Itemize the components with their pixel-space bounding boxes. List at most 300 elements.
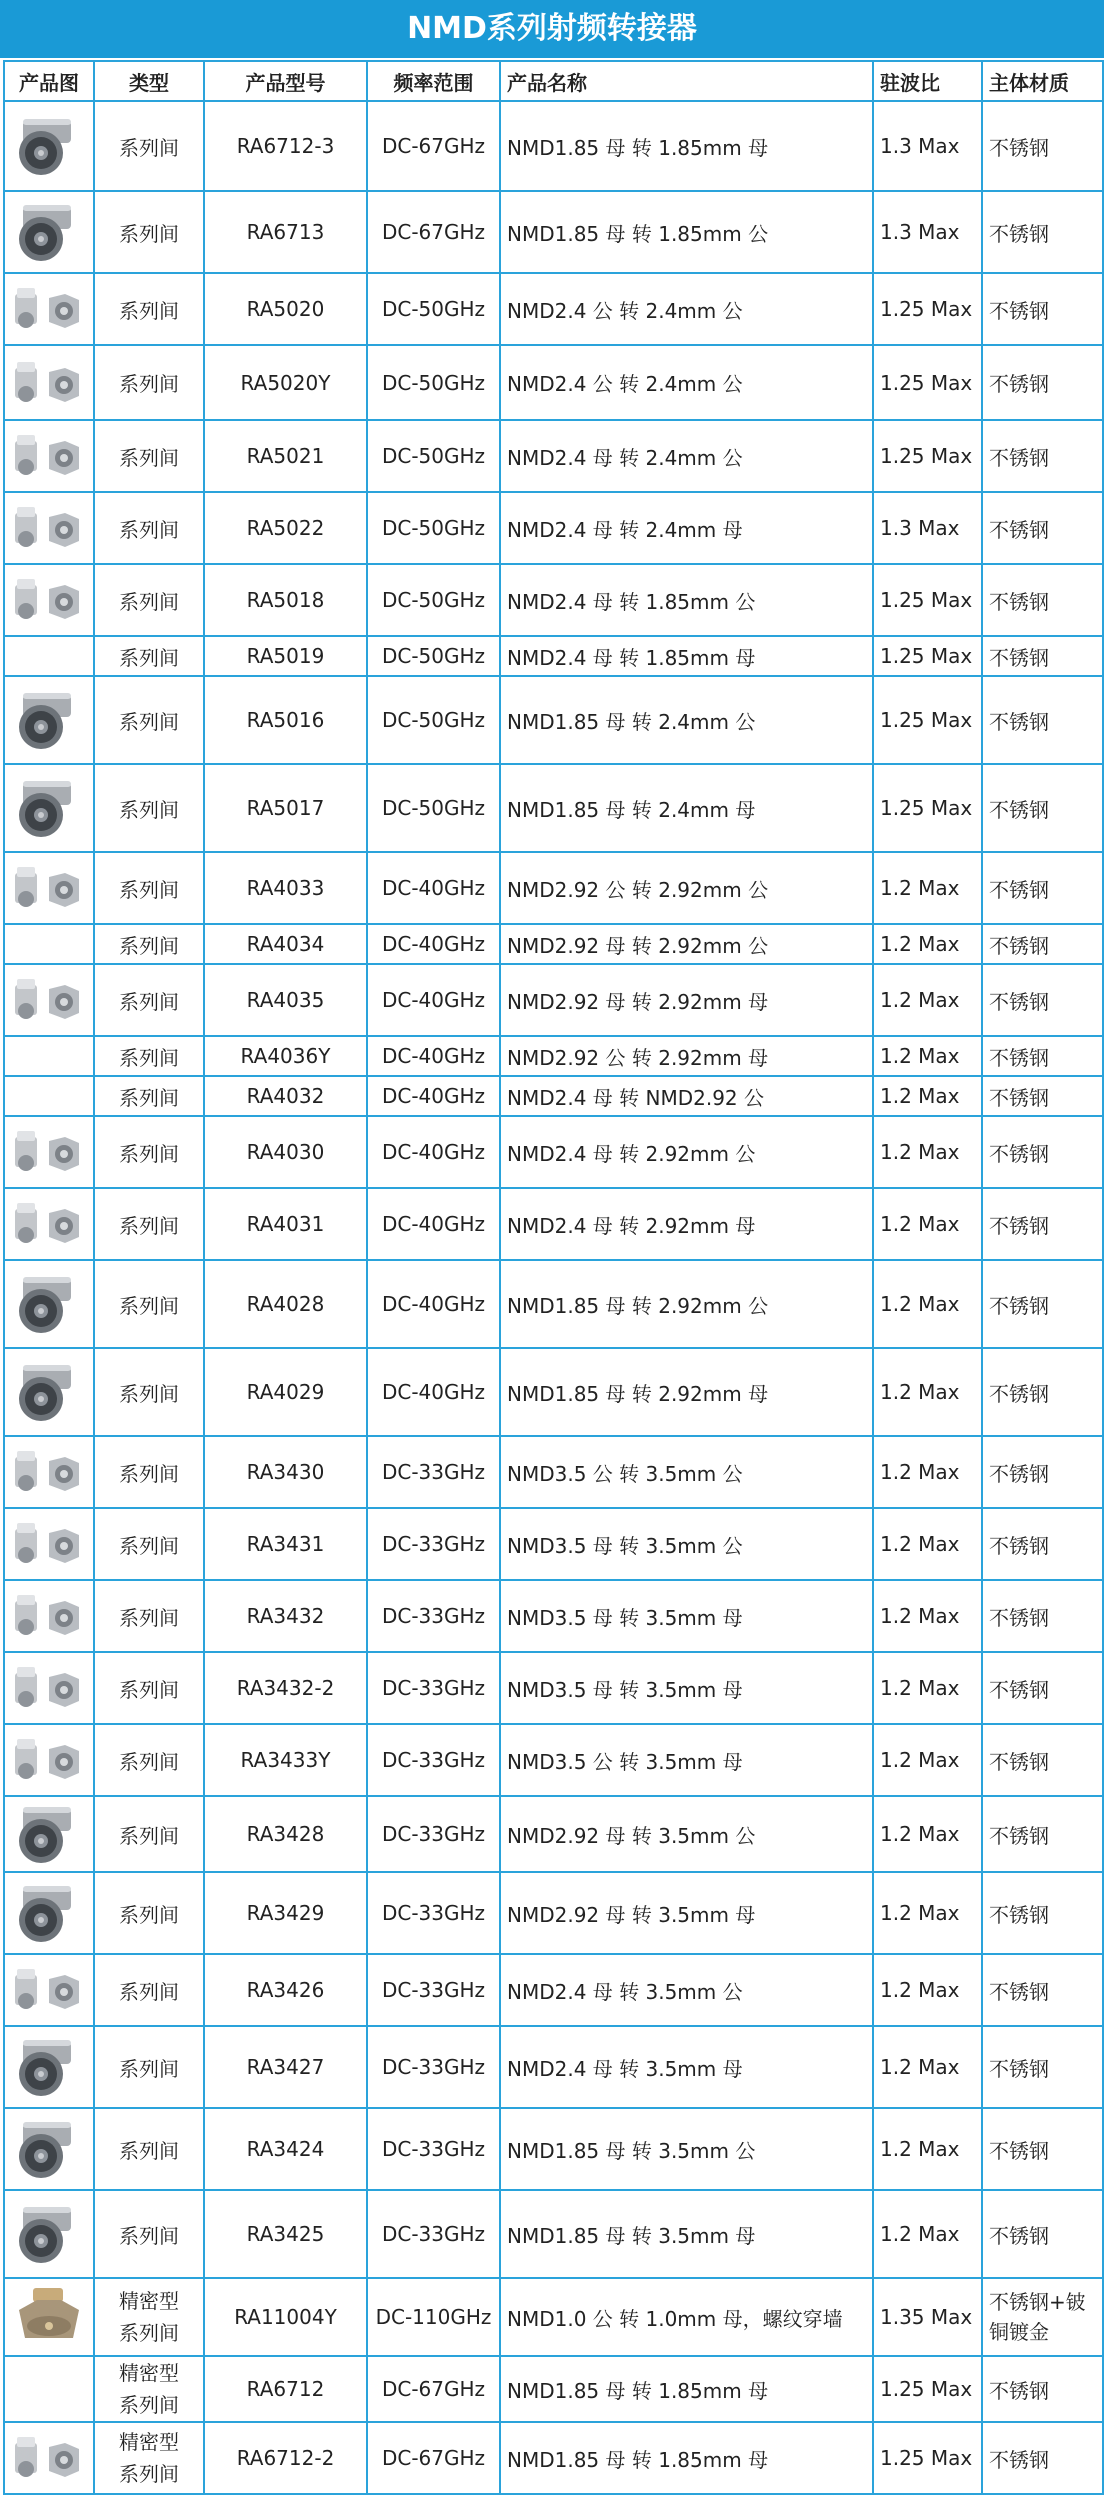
connector-photo: [9, 1955, 89, 2025]
product-image: [4, 1188, 94, 1260]
vswr-value: 1.2 Max: [873, 1652, 982, 1724]
product-name: NMD2.4 母 转 2.92mm 公: [500, 1116, 873, 1188]
product-model: RA6712-2: [204, 2422, 367, 2494]
frequency-range: DC-110GHz: [367, 2278, 500, 2356]
product-image: [4, 1116, 94, 1188]
frequency-range: DC-40GHz: [367, 964, 500, 1036]
body-material: 不锈钢: [982, 924, 1103, 964]
frequency-range: DC-50GHz: [367, 420, 500, 492]
table-row: [4, 2278, 1103, 2356]
product-image: [4, 345, 94, 420]
product-image: [4, 1796, 94, 1872]
header-material: 主体材质: [982, 61, 1103, 101]
body-material: 不锈钢: [982, 273, 1103, 345]
body-material: 不锈钢: [982, 1436, 1103, 1508]
table-row: [4, 1954, 1103, 2026]
body-material: 不锈钢: [982, 1796, 1103, 1872]
body-material: 不锈钢: [982, 852, 1103, 924]
product-name: NMD3.5 母 转 3.5mm 母: [500, 1580, 873, 1652]
product-model: RA5022: [204, 492, 367, 564]
table-row: [4, 1796, 1103, 1872]
connector-photo: [9, 2282, 89, 2352]
vswr-value: 1.2 Max: [873, 1076, 982, 1116]
frequency-range: DC-33GHz: [367, 1872, 500, 1954]
product-name: NMD1.85 母 转 1.85mm 公: [500, 191, 873, 273]
vswr-value: 1.2 Max: [873, 852, 982, 924]
vswr-value: 1.2 Max: [873, 1508, 982, 1580]
product-image: [4, 964, 94, 1036]
body-material: 不锈钢: [982, 420, 1103, 492]
product-type: 系列间: [94, 676, 204, 764]
product-model: RA5017: [204, 764, 367, 852]
frequency-range: DC-33GHz: [367, 1652, 500, 1724]
frequency-range: DC-50GHz: [367, 492, 500, 564]
frequency-range: DC-33GHz: [367, 1954, 500, 2026]
product-model: RA3424: [204, 2108, 367, 2190]
product-model: RA6712-3: [204, 101, 367, 191]
header-image: 产品图: [4, 61, 94, 101]
body-material: 不锈钢: [982, 1076, 1103, 1116]
table-row: [4, 492, 1103, 564]
product-image: [4, 924, 94, 964]
product-type: 系列间: [94, 1872, 204, 1954]
product-name: NMD2.4 母 转 1.85mm 公: [500, 564, 873, 636]
body-material: 不锈钢: [982, 1580, 1103, 1652]
product-name: NMD2.92 公 转 2.92mm 母: [500, 1036, 873, 1076]
product-model: RA11004Y: [204, 2278, 367, 2356]
connector-photo: [9, 965, 89, 1035]
header-type: 类型: [94, 61, 204, 101]
body-material: 不锈钢: [982, 191, 1103, 273]
product-model: RA3425: [204, 2190, 367, 2278]
vswr-value: 1.2 Max: [873, 1580, 982, 1652]
table-row: [4, 1188, 1103, 1260]
product-name: NMD2.4 母 转 3.5mm 母: [500, 2026, 873, 2108]
table-row: [4, 764, 1103, 852]
product-model: RA5019: [204, 636, 367, 676]
product-model: RA4035: [204, 964, 367, 1036]
product-type: 系列间: [94, 1436, 204, 1508]
product-model: RA6713: [204, 191, 367, 273]
frequency-range: DC-50GHz: [367, 676, 500, 764]
vswr-value: 1.25 Max: [873, 2356, 982, 2422]
product-type: 系列间: [94, 1508, 204, 1580]
vswr-value: 1.25 Max: [873, 273, 982, 345]
frequency-range: DC-33GHz: [367, 1796, 500, 1872]
connector-photo: [9, 853, 89, 923]
product-type: 系列间: [94, 564, 204, 636]
product-model: RA5018: [204, 564, 367, 636]
frequency-range: DC-50GHz: [367, 636, 500, 676]
product-model: RA3426: [204, 1954, 367, 2026]
connector-photo: [9, 348, 89, 418]
connector-photo: [9, 111, 89, 181]
table-row: [4, 2356, 1103, 2422]
body-material: 不锈钢: [982, 636, 1103, 676]
table-row: [4, 1436, 1103, 1508]
product-model: RA3432-2: [204, 1652, 367, 1724]
body-material: 不锈钢: [982, 492, 1103, 564]
body-material: 不锈钢+铍 铜镀金: [982, 2278, 1103, 2356]
product-model: RA4033: [204, 852, 367, 924]
vswr-value: 1.2 Max: [873, 924, 982, 964]
product-model: RA4028: [204, 1260, 367, 1348]
header-vswr: 驻波比: [873, 61, 982, 101]
table-row: [4, 191, 1103, 273]
body-material: 不锈钢: [982, 345, 1103, 420]
product-image: [4, 1076, 94, 1116]
product-name: NMD2.4 母 转 2.4mm 公: [500, 420, 873, 492]
connector-photo: [9, 1509, 89, 1579]
product-image: [4, 1260, 94, 1348]
vswr-value: 1.2 Max: [873, 1260, 982, 1348]
product-model: RA3427: [204, 2026, 367, 2108]
table-row: [4, 2108, 1103, 2190]
product-type: 系列间: [94, 191, 204, 273]
vswr-value: 1.25 Max: [873, 2422, 982, 2494]
table-row: [4, 2422, 1103, 2494]
frequency-range: DC-40GHz: [367, 852, 500, 924]
table-row: [4, 273, 1103, 345]
product-name: NMD2.4 母 转 1.85mm 母: [500, 636, 873, 676]
connector-photo: [9, 1878, 89, 1948]
connector-photo: [9, 773, 89, 843]
connector-photo: [9, 685, 89, 755]
vswr-value: 1.2 Max: [873, 1436, 982, 1508]
body-material: 不锈钢: [982, 2190, 1103, 2278]
product-image: [4, 564, 94, 636]
product-image: [4, 1436, 94, 1508]
table-row: [4, 345, 1103, 420]
product-name: NMD1.85 母 转 2.4mm 母: [500, 764, 873, 852]
product-model: RA3432: [204, 1580, 367, 1652]
body-material: 不锈钢: [982, 1036, 1103, 1076]
vswr-value: 1.35 Max: [873, 2278, 982, 2356]
product-name: NMD2.4 母 转 3.5mm 公: [500, 1954, 873, 2026]
product-type: 精密型 系列间: [94, 2422, 204, 2494]
product-name: NMD2.92 母 转 2.92mm 母: [500, 964, 873, 1036]
product-name: NMD1.85 母 转 1.85mm 母: [500, 2422, 873, 2494]
product-type: 系列间: [94, 1076, 204, 1116]
product-model: RA5016: [204, 676, 367, 764]
product-image: [4, 2422, 94, 2494]
table-row: [4, 1508, 1103, 1580]
product-name: NMD1.85 母 转 3.5mm 母: [500, 2190, 873, 2278]
product-table: [3, 60, 1104, 2495]
product-model: RA3430: [204, 1436, 367, 1508]
product-name: NMD1.85 母 转 2.4mm 公: [500, 676, 873, 764]
table-row: [4, 1116, 1103, 1188]
connector-photo: [9, 1357, 89, 1427]
frequency-range: DC-33GHz: [367, 2108, 500, 2190]
connector-photo: [9, 1725, 89, 1795]
frequency-range: DC-50GHz: [367, 764, 500, 852]
body-material: 不锈钢: [982, 2108, 1103, 2190]
product-name: NMD3.5 公 转 3.5mm 母: [500, 1724, 873, 1796]
table-row: [4, 1580, 1103, 1652]
table-row: [4, 1036, 1103, 1076]
frequency-range: DC-67GHz: [367, 2356, 500, 2422]
product-name: NMD2.4 母 转 2.4mm 母: [500, 492, 873, 564]
product-type: 系列间: [94, 852, 204, 924]
frequency-range: DC-33GHz: [367, 1508, 500, 1580]
product-name: NMD2.4 公 转 2.4mm 公: [500, 345, 873, 420]
vswr-value: 1.2 Max: [873, 2108, 982, 2190]
body-material: 不锈钢: [982, 1872, 1103, 1954]
product-type: 系列间: [94, 2026, 204, 2108]
frequency-range: DC-40GHz: [367, 924, 500, 964]
product-type: 系列间: [94, 1954, 204, 2026]
product-model: RA6712: [204, 2356, 367, 2422]
vswr-value: 1.2 Max: [873, 1796, 982, 1872]
vswr-value: 1.2 Max: [873, 2190, 982, 2278]
body-material: 不锈钢: [982, 764, 1103, 852]
table-row: [4, 852, 1103, 924]
product-type: 精密型 系列间: [94, 2278, 204, 2356]
body-material: 不锈钢: [982, 2422, 1103, 2494]
frequency-range: DC-50GHz: [367, 564, 500, 636]
product-model: RA5020: [204, 273, 367, 345]
product-image: [4, 2108, 94, 2190]
connector-photo: [9, 565, 89, 635]
vswr-value: 1.2 Max: [873, 1348, 982, 1436]
product-name: NMD2.4 母 转 NMD2.92 公: [500, 1076, 873, 1116]
product-type: 系列间: [94, 273, 204, 345]
product-type: 系列间: [94, 924, 204, 964]
table-row: [4, 1076, 1103, 1116]
product-image: [4, 764, 94, 852]
frequency-range: DC-50GHz: [367, 273, 500, 345]
product-model: RA3429: [204, 1872, 367, 1954]
connector-photo: [9, 1581, 89, 1651]
vswr-value: 1.2 Max: [873, 964, 982, 1036]
product-type: 系列间: [94, 636, 204, 676]
table-row: [4, 420, 1103, 492]
connector-photo: [9, 274, 89, 344]
product-type: 系列间: [94, 1796, 204, 1872]
body-material: 不锈钢: [982, 1116, 1103, 1188]
connector-photo: [9, 2114, 89, 2184]
frequency-range: DC-67GHz: [367, 191, 500, 273]
body-material: 不锈钢: [982, 2026, 1103, 2108]
connector-photo: [9, 197, 89, 267]
product-type: 系列间: [94, 764, 204, 852]
frequency-range: DC-33GHz: [367, 1724, 500, 1796]
frequency-range: DC-40GHz: [367, 1036, 500, 1076]
body-material: 不锈钢: [982, 1260, 1103, 1348]
connector-photo: [9, 1437, 89, 1507]
vswr-value: 1.2 Max: [873, 1036, 982, 1076]
product-image: [4, 1652, 94, 1724]
product-image: [4, 2190, 94, 2278]
table-row: [4, 924, 1103, 964]
vswr-value: 1.25 Max: [873, 636, 982, 676]
product-type: 系列间: [94, 1188, 204, 1260]
product-image: [4, 1580, 94, 1652]
product-type: 系列间: [94, 345, 204, 420]
vswr-value: 1.3 Max: [873, 492, 982, 564]
frequency-range: DC-40GHz: [367, 1348, 500, 1436]
product-name: NMD2.4 公 转 2.4mm 公: [500, 273, 873, 345]
vswr-value: 1.25 Max: [873, 676, 982, 764]
vswr-value: 1.2 Max: [873, 1188, 982, 1260]
product-image: [4, 1348, 94, 1436]
body-material: 不锈钢: [982, 2356, 1103, 2422]
product-type: 系列间: [94, 1260, 204, 1348]
product-model: RA4036Y: [204, 1036, 367, 1076]
product-type: 精密型 系列间: [94, 2356, 204, 2422]
product-name: NMD1.85 母 转 1.85mm 母: [500, 2356, 873, 2422]
table-row: [4, 1348, 1103, 1436]
product-model: RA4030: [204, 1116, 367, 1188]
body-material: 不锈钢: [982, 1954, 1103, 2026]
product-name: NMD3.5 母 转 3.5mm 母: [500, 1652, 873, 1724]
product-image: [4, 2026, 94, 2108]
product-name: NMD1.85 母 转 1.85mm 母: [500, 101, 873, 191]
body-material: 不锈钢: [982, 964, 1103, 1036]
vswr-value: 1.2 Max: [873, 1872, 982, 1954]
product-model: RA5021: [204, 420, 367, 492]
table-row: [4, 564, 1103, 636]
frequency-range: DC-33GHz: [367, 1436, 500, 1508]
frequency-range: DC-67GHz: [367, 2422, 500, 2494]
product-name: NMD1.0 公 转 1.0mm 母，螺纹穿墙: [500, 2278, 873, 2356]
connector-photo: [9, 2423, 89, 2493]
product-image: [4, 1724, 94, 1796]
frequency-range: DC-33GHz: [367, 2026, 500, 2108]
body-material: 不锈钢: [982, 1508, 1103, 1580]
product-type: 系列间: [94, 1348, 204, 1436]
table-header-row: [4, 61, 1103, 101]
header-model: 产品型号: [204, 61, 367, 101]
connector-photo: [9, 1653, 89, 1723]
product-name: NMD2.92 母 转 2.92mm 公: [500, 924, 873, 964]
product-image: [4, 2278, 94, 2356]
vswr-value: 1.2 Max: [873, 1116, 982, 1188]
product-name: NMD2.92 母 转 3.5mm 母: [500, 1872, 873, 1954]
product-name: NMD2.92 公 转 2.92mm 公: [500, 852, 873, 924]
header-name: 产品名称: [500, 61, 873, 101]
body-material: 不锈钢: [982, 101, 1103, 191]
connector-photo: [9, 493, 89, 563]
product-model: RA3433Y: [204, 1724, 367, 1796]
table-row: [4, 2190, 1103, 2278]
body-material: 不锈钢: [982, 1652, 1103, 1724]
product-image: [4, 1036, 94, 1076]
product-type: 系列间: [94, 420, 204, 492]
product-model: RA4034: [204, 924, 367, 964]
vswr-value: 1.2 Max: [873, 2026, 982, 2108]
product-type: 系列间: [94, 1036, 204, 1076]
frequency-range: DC-67GHz: [367, 101, 500, 191]
connector-photo: [9, 2199, 89, 2269]
table-row: [4, 636, 1103, 676]
product-image: [4, 191, 94, 273]
product-type: 系列间: [94, 1652, 204, 1724]
product-image: [4, 101, 94, 191]
product-type: 系列间: [94, 101, 204, 191]
body-material: 不锈钢: [982, 1724, 1103, 1796]
body-material: 不锈钢: [982, 1348, 1103, 1436]
vswr-value: 1.25 Max: [873, 420, 982, 492]
table-row: [4, 676, 1103, 764]
product-model: RA4032: [204, 1076, 367, 1116]
table-row: [4, 964, 1103, 1036]
product-image: [4, 2356, 94, 2422]
product-image: [4, 1954, 94, 2026]
vswr-value: 1.2 Max: [873, 1954, 982, 2026]
connector-photo: [9, 421, 89, 491]
product-model: RA5020Y: [204, 345, 367, 420]
page-title: NMD系列射频转接器: [0, 0, 1104, 58]
connector-photo: [9, 1117, 89, 1187]
product-type: 系列间: [94, 1116, 204, 1188]
product-name: NMD1.85 母 转 2.92mm 母: [500, 1348, 873, 1436]
connector-photo: [9, 1799, 89, 1869]
table-row: [4, 1652, 1103, 1724]
frequency-range: DC-33GHz: [367, 2190, 500, 2278]
product-image: [4, 492, 94, 564]
product-model: RA3431: [204, 1508, 367, 1580]
body-material: 不锈钢: [982, 564, 1103, 636]
frequency-range: DC-40GHz: [367, 1260, 500, 1348]
vswr-value: 1.3 Max: [873, 101, 982, 191]
product-name: NMD2.92 母 转 3.5mm 公: [500, 1796, 873, 1872]
table-row: [4, 101, 1103, 191]
product-image: [4, 1872, 94, 1954]
product-image: [4, 420, 94, 492]
product-name: NMD2.4 母 转 2.92mm 母: [500, 1188, 873, 1260]
table-row: [4, 1872, 1103, 1954]
vswr-value: 1.25 Max: [873, 764, 982, 852]
table-row: [4, 1260, 1103, 1348]
product-name: NMD3.5 母 转 3.5mm 公: [500, 1508, 873, 1580]
product-model: RA4029: [204, 1348, 367, 1436]
product-model: RA3428: [204, 1796, 367, 1872]
product-model: RA4031: [204, 1188, 367, 1260]
vswr-value: 1.3 Max: [873, 191, 982, 273]
product-name: NMD1.85 母 转 3.5mm 公: [500, 2108, 873, 2190]
table-row: [4, 2026, 1103, 2108]
product-image: [4, 273, 94, 345]
connector-photo: [9, 2032, 89, 2102]
product-image: [4, 636, 94, 676]
product-type: 系列间: [94, 1580, 204, 1652]
product-type: 系列间: [94, 964, 204, 1036]
connector-photo: [9, 1189, 89, 1259]
vswr-value: 1.2 Max: [873, 1724, 982, 1796]
product-type: 系列间: [94, 1724, 204, 1796]
product-name: NMD1.85 母 转 2.92mm 公: [500, 1260, 873, 1348]
header-frequency: 频率范围: [367, 61, 500, 101]
product-type: 系列间: [94, 2190, 204, 2278]
connector-photo: [9, 1269, 89, 1339]
frequency-range: DC-50GHz: [367, 345, 500, 420]
frequency-range: DC-33GHz: [367, 1580, 500, 1652]
product-image: [4, 852, 94, 924]
product-image: [4, 676, 94, 764]
product-type: 系列间: [94, 492, 204, 564]
body-material: 不锈钢: [982, 1188, 1103, 1260]
frequency-range: DC-40GHz: [367, 1076, 500, 1116]
product-name: NMD3.5 公 转 3.5mm 公: [500, 1436, 873, 1508]
vswr-value: 1.25 Max: [873, 345, 982, 420]
frequency-range: DC-40GHz: [367, 1116, 500, 1188]
table-row: [4, 1724, 1103, 1796]
frequency-range: DC-40GHz: [367, 1188, 500, 1260]
body-material: 不锈钢: [982, 676, 1103, 764]
product-type: 系列间: [94, 2108, 204, 2190]
